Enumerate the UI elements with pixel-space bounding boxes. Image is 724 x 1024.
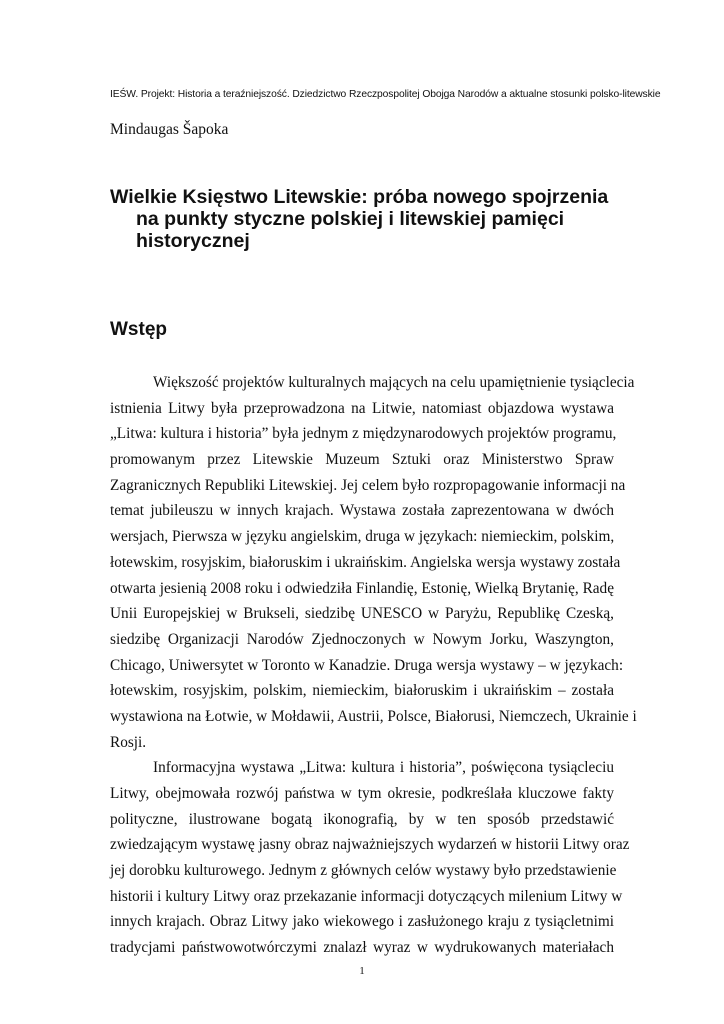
text-line: Informacyjna wystawa „Litwa: kultura i historia”, poświęcona tysiącleciu [153,759,614,777]
title-line: na punkty styczne polskiej i litewskiej pamięci [136,208,565,230]
text-line: innych krajach. Obraz Litwy jako wiekowego i zasłużonego kraju z tysiącletnimi [110,913,614,931]
text-line: Litwy, obejmowała rozwój państwa w tym okresie, podkreślała kluczowe fakty [110,785,614,802]
text-line: jej dorobku kulturowego. Jednym z głównych celów wystawy było przedstawienie [110,862,617,880]
text-line: historii i kultury Litwy oraz przekazanie informacji dotyczących milenium Litwy w [110,887,623,905]
text-line: „Litwa: kultura i historia” była jednym z międzynarodowych projektów programu, [110,425,617,443]
text-line: Zagranicznych Republiki Litewskiej. Jej celem było rozpropagowanie informacji na [110,476,626,494]
title-line: historycznej [136,230,250,252]
text-line: Chicago, Uniwersytet w Toronto w Kanadzie. Druga wersja wystawy – w językach: [110,656,624,674]
running-header: IEŚW. Projekt: Historia a teraźniejszość. Dziedzictwo Rzeczpospolitej Obojga Narodów a aktualne stosunki polsko-litewskie [110,89,661,100]
document-title [110,186,630,252]
page-number: 1 [359,965,365,977]
text-line: Większość projektów kulturalnych mających na celu upamiętnienie tysiąclecia [153,374,635,391]
text-line: istnienia Litwy była przeprowadzona na Litwie, natomiast objazdowa wystawa [110,399,614,417]
text-line: otwarta jesienią 2008 roku i odwiedziła Finlandię, Estonię, Wielką Brytanię, Radę [110,579,614,597]
author-name: Mindaugas Šapoka [110,121,229,138]
text-line: wystawiona na Łotwie, w Mołdawii, Austrii, Polsce, Białorusi, Niemczech, Ukrainie i [110,707,637,725]
text-line: łotewskim, rosyjskim, polskim, niemieckim, białoruskim i ukraińskim – została [110,682,614,700]
title-line: Wielkie Księstwo Litewskie: próba nowego spojrzenia [110,186,609,208]
text-line: wersjach, Pierwsza w języku angielskim, druga w językach: niemieckim, polskim, [110,528,615,546]
text-line: polityczne, ilustrowane bogatą ikonografią, by w ten sposób przedstawić [110,810,614,828]
text-line: temat jubileuszu w innych krajach. Wystawa została zaprezentowana w dwóch [110,502,614,520]
text-line: tradycjami państwowotwórczymi znalazł wyraz w wydrukowanych materiałach [110,939,614,957]
text-line: Rosji. [110,733,147,751]
text-line: łotewskim, rosyjskim, białoruskim i ukraińskim. Angielska wersja wystawy została [110,553,621,571]
body-text [110,370,637,961]
text-line: siedzibę Organizacji Narodów Zjednoczonych w Nowym Jorku, Waszyngton, [110,630,614,648]
text-line: promowanym przez Litewskie Muzeum Sztuki oraz Ministerstwo Spraw [110,451,614,469]
text-line: Unii Europejskiej w Brukseli, siedzibę UNESCO w Paryżu, Republikę Czeską, [110,605,614,623]
section-heading: Wstęp [110,319,167,340]
text-line: zwiedzającym wystawę jasny obraz najważniejszych wydarzeń w historii Litwy oraz [110,836,630,854]
